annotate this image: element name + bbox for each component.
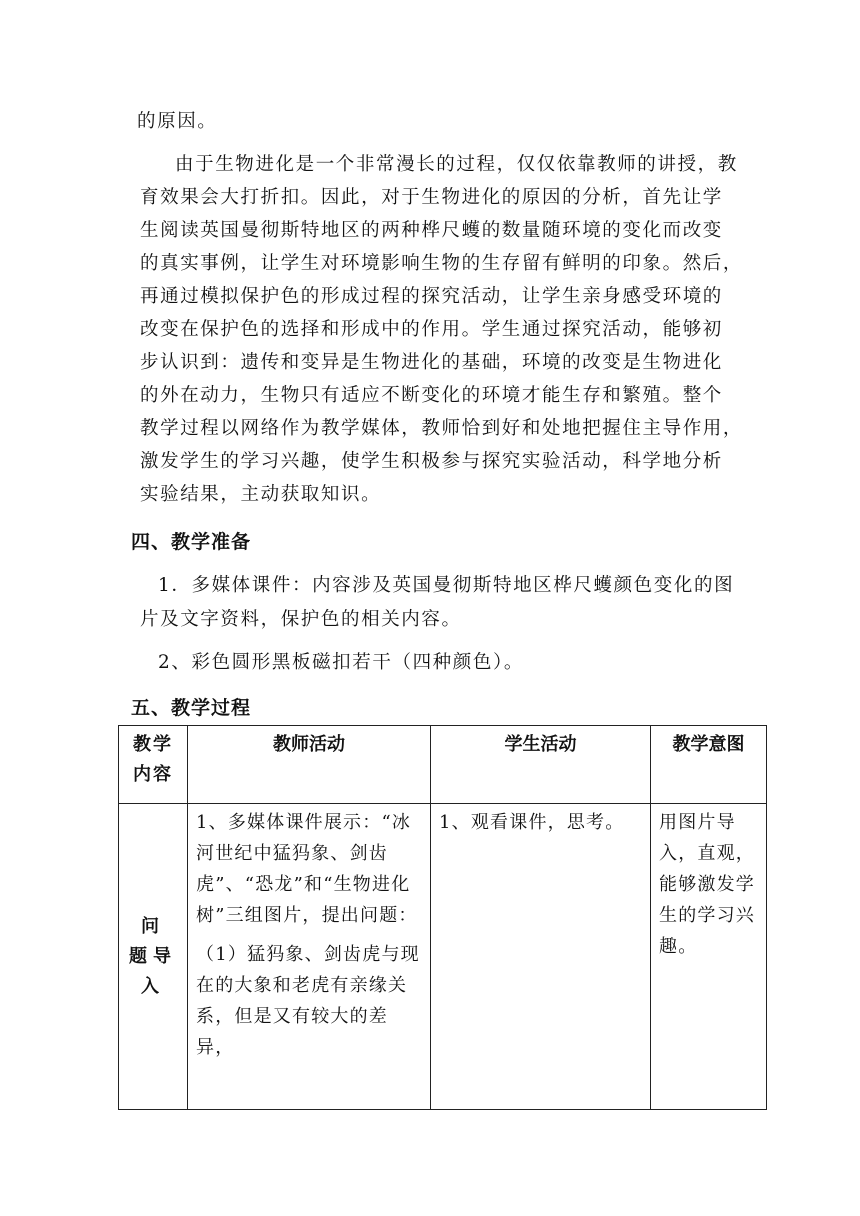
prep-item-1-line-2: 片及文字资料，保护色的相关内容。 bbox=[140, 609, 462, 630]
row-teacher-activity bbox=[188, 804, 431, 1110]
teacher-activity-p2: （1）猛犸象、剑齿虎与现在的大象和老虎有亲缘关系，但是又有较大的差异， bbox=[196, 944, 420, 1058]
header-teacher-activity: 教师活动 bbox=[188, 726, 431, 804]
body-line-12: 实验结果，主动获取知识。 bbox=[140, 484, 382, 505]
section-5-heading: 五、教学过程 bbox=[131, 697, 252, 719]
body-line-8: 步认识到：遗传和变异是生物进化的基础，环境的改变是生物进化 bbox=[140, 352, 723, 373]
body-line-2: 由于生物进化是一个非常漫长的过程，仅仅依靠教师的讲授，教 bbox=[175, 154, 738, 175]
teaching-process-table bbox=[118, 725, 767, 1110]
row-student-activity bbox=[431, 804, 651, 1110]
student-activity-text: 1、观看课件，思考。 bbox=[439, 812, 625, 833]
table-header-row bbox=[119, 726, 767, 804]
header-teaching-intent: 教学意图 bbox=[651, 726, 767, 804]
body-line-3: 育效果会大打折扣。因此，对于生物进化的原因的分析，首先让学 bbox=[140, 187, 723, 208]
row-teaching-content: 问 题导入 bbox=[119, 804, 188, 1110]
header-teaching-content: 教学内容 bbox=[119, 726, 188, 804]
body-line-6: 再通过模拟保护色的形成过程的探究活动，让学生亲身感受环境的 bbox=[140, 286, 723, 307]
body-line-5: 的真实事例，让学生对环境影响生物的生存留有鲜明的印象。然后， bbox=[140, 253, 744, 274]
teaching-intent-text: 用图片导入，直观，能够激发学生的学习兴趣。 bbox=[659, 812, 755, 957]
section-4-heading: 四、教学准备 bbox=[131, 531, 252, 553]
body-line-1: 的原因。 bbox=[137, 111, 218, 132]
prep-item-2: 2、彩色圆形黑板磁扣若干（四种颜色）。 bbox=[158, 652, 524, 673]
body-line-9: 的外在动力，生物只有适应不断变化的环境才能生存和繁殖。整个 bbox=[140, 385, 723, 406]
prep-item-1-line-1: 1．多媒体课件：内容涉及英国曼彻斯特地区桦尺蠖颜色变化的图 bbox=[158, 575, 735, 596]
row-teaching-intent bbox=[651, 804, 767, 1110]
teacher-activity-p1: 1、多媒体课件展示：“冰河世纪中猛犸象、剑齿虎”、“恐龙”和“生物进化树”三组图片，提出问题： bbox=[196, 812, 418, 926]
body-line-10: 教学过程以网络作为教学媒体，教师恰到好和处地把握住主导作用， bbox=[140, 418, 744, 439]
body-line-7: 改变在保护色的选择和形成中的作用。学生通过探究活动，能够初 bbox=[140, 319, 723, 340]
body-line-11: 激发学生的学习兴趣，使学生积极参与探究实验活动，科学地分析 bbox=[140, 451, 723, 472]
table-row bbox=[119, 804, 767, 1110]
header-student-activity: 学生活动 bbox=[431, 726, 651, 804]
body-line-4: 生阅读英国曼彻斯特地区的两种桦尺蠖的数量随环境的变化而改变 bbox=[140, 220, 723, 241]
